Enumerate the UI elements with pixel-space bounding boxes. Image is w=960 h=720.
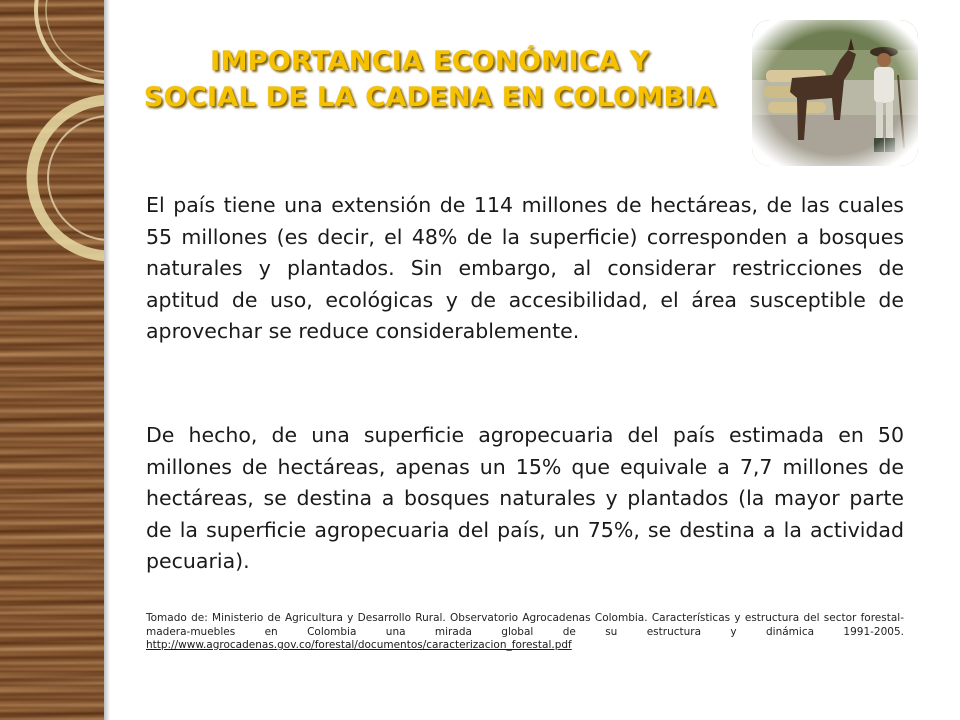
source-link[interactable]: http://www.agrocadenas.gov.co/forestal/documentos/caracterizacion_forestal.pdf xyxy=(146,639,572,651)
title-line-2: SOCIAL DE LA CADENA EN COLOMBIA xyxy=(143,82,717,113)
title-line-1: IMPORTANCIA ECONÓMICA Y xyxy=(210,46,650,77)
source-citation xyxy=(146,612,904,653)
decorative-rings xyxy=(0,0,104,720)
wood-side-panel xyxy=(0,0,104,720)
paragraph-land-extension: El país tiene una extensión de 114 millones de hectáreas, de las cuales 55 millones (es decir, el 48% de la superficie) corresponden a bosques naturales y plantados. Sin embargo, al considerar restricciones de aptitud de uso, ecológicas y de accesibilidad, el área susceptible de aprovechar se reduce considerablemente. xyxy=(146,193,904,343)
paragraph-agricultural-surface: De hecho, de una superficie agropecuaria del país estimada en 50 millones de hectáreas, apenas un 15% que equivale a 7,7 millones de hectáreas, se destina a bosques naturales y plantados (la mayor parte de la superficie agropecuaria del país, un 75%, se destina a la actividad pecuaria). xyxy=(146,423,904,573)
wood-panel-shadow xyxy=(104,0,110,720)
slide-title xyxy=(112,44,748,116)
farmer-with-mule-photo xyxy=(752,20,918,166)
source-text: Tomado de: Ministerio de Agricultura y Desarrollo Rural. Observatorio Agrocadenas Colombia. Características y estructura del sector forestal-madera-muebles en Colombia una mirada global de su estructura y dinámica 1991-2005. xyxy=(146,612,904,638)
